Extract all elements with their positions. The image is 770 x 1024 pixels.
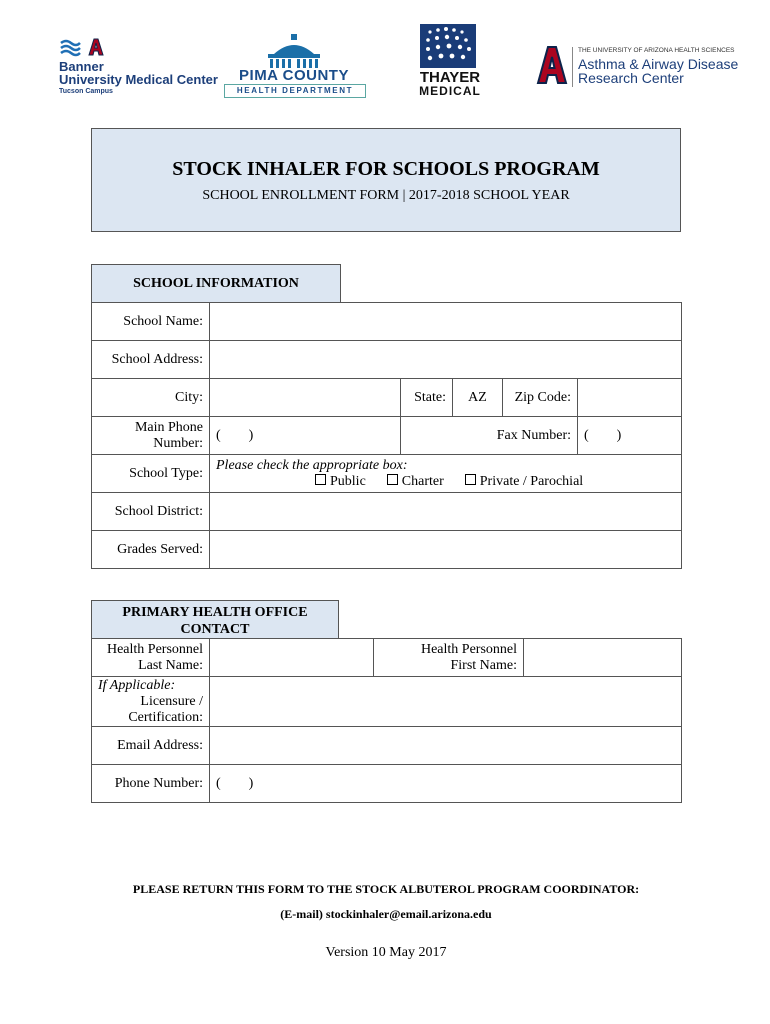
- dome-building-icon: [258, 34, 330, 68]
- zip-field[interactable]: [578, 379, 682, 417]
- form-subtitle: SCHOOL ENROLLMENT FORM | 2017-2018 SCHOOL YEAR: [202, 188, 570, 203]
- district-label: School District:: [92, 493, 210, 531]
- school-type-label: School Type:: [92, 455, 210, 493]
- license-label: If Applicable: Licensure / Certification:: [92, 677, 210, 727]
- school-info-title: SCHOOL INFORMATION: [133, 276, 299, 291]
- city-field[interactable]: [210, 379, 401, 417]
- version-note: Version 10 May 2017: [325, 945, 447, 960]
- city-label: City:: [92, 379, 210, 417]
- pima-logo-subtitle: HEALTH DEPARTMENT: [224, 84, 366, 98]
- last-name-label: Health Personnel Last Name:: [92, 639, 210, 677]
- phone-label: Phone Number:: [92, 765, 210, 803]
- contact-title-line1: PRIMARY HEALTH OFFICE: [122, 605, 308, 620]
- logo-divider: [572, 47, 573, 87]
- email-label: Email Address:: [92, 727, 210, 765]
- form-title: STOCK INHALER FOR SCHOOLS PROGRAM: [172, 158, 600, 180]
- contact-title-line2: CONTACT: [180, 622, 250, 637]
- public-checkbox[interactable]: [315, 474, 326, 485]
- zip-label: Zip Code:: [503, 379, 578, 417]
- school-address-field[interactable]: [210, 341, 682, 379]
- school-type-instruction: Please check the appropriate box:: [216, 457, 408, 473]
- type-option-private[interactable]: Private / Parochial: [465, 474, 583, 489]
- school-address-label: School Address:: [92, 341, 210, 379]
- dot-grid-icon: [420, 24, 476, 68]
- email-field[interactable]: [210, 727, 682, 765]
- banner-wave-icon: [59, 38, 81, 58]
- grades-label: Grades Served:: [92, 531, 210, 569]
- school-name-field[interactable]: [210, 303, 682, 341]
- aadrc-logo-text: Asthma & Airway Disease Research Center: [578, 56, 739, 86]
- state-label: State:: [401, 379, 453, 417]
- ua-block-a-icon: [536, 45, 568, 85]
- district-field[interactable]: [210, 493, 682, 531]
- private-checkbox[interactable]: [465, 474, 476, 485]
- phone-field[interactable]: ( ): [210, 765, 682, 803]
- fax-field[interactable]: ( ): [578, 417, 682, 455]
- main-phone-label: Main Phone Number:: [92, 417, 210, 455]
- contact-table: [91, 638, 682, 803]
- banner-logo-subtext: Tucson Campus: [59, 88, 113, 95]
- contact-header: [91, 600, 339, 638]
- aadrc-logo-top: THE UNIVERSITY OF ARIZONA HEALTH SCIENCES: [578, 47, 735, 54]
- return-note: PLEASE RETURN THIS FORM TO THE STOCK ALBUTEROL PROGRAM COORDINATOR:: [132, 882, 640, 896]
- grades-field[interactable]: [210, 531, 682, 569]
- pima-logo-title: PIMA COUNTY: [239, 67, 349, 84]
- school-name-label: School Name:: [92, 303, 210, 341]
- ua-a-icon: [86, 37, 106, 57]
- first-name-field[interactable]: [524, 639, 682, 677]
- license-field[interactable]: [210, 677, 682, 727]
- thayer-logo-text: THAYER MEDICAL: [419, 69, 481, 98]
- type-option-public[interactable]: Public: [315, 474, 366, 489]
- school-type-field: [210, 455, 682, 493]
- banner-logo-text: Banner University Medical Center: [59, 59, 218, 87]
- main-phone-field[interactable]: ( ): [210, 417, 401, 455]
- fax-label: Fax Number:: [401, 417, 578, 455]
- state-field[interactable]: AZ: [453, 379, 503, 417]
- school-info-table: [91, 302, 682, 569]
- charter-checkbox[interactable]: [387, 474, 398, 485]
- coordinator-email[interactable]: (E-mail) stockinhaler@email.arizona.edu: [280, 907, 492, 921]
- school-info-header: [91, 264, 341, 303]
- last-name-field[interactable]: [210, 639, 374, 677]
- type-option-charter[interactable]: Charter: [387, 474, 444, 489]
- first-name-label: Health Personnel First Name:: [374, 639, 524, 677]
